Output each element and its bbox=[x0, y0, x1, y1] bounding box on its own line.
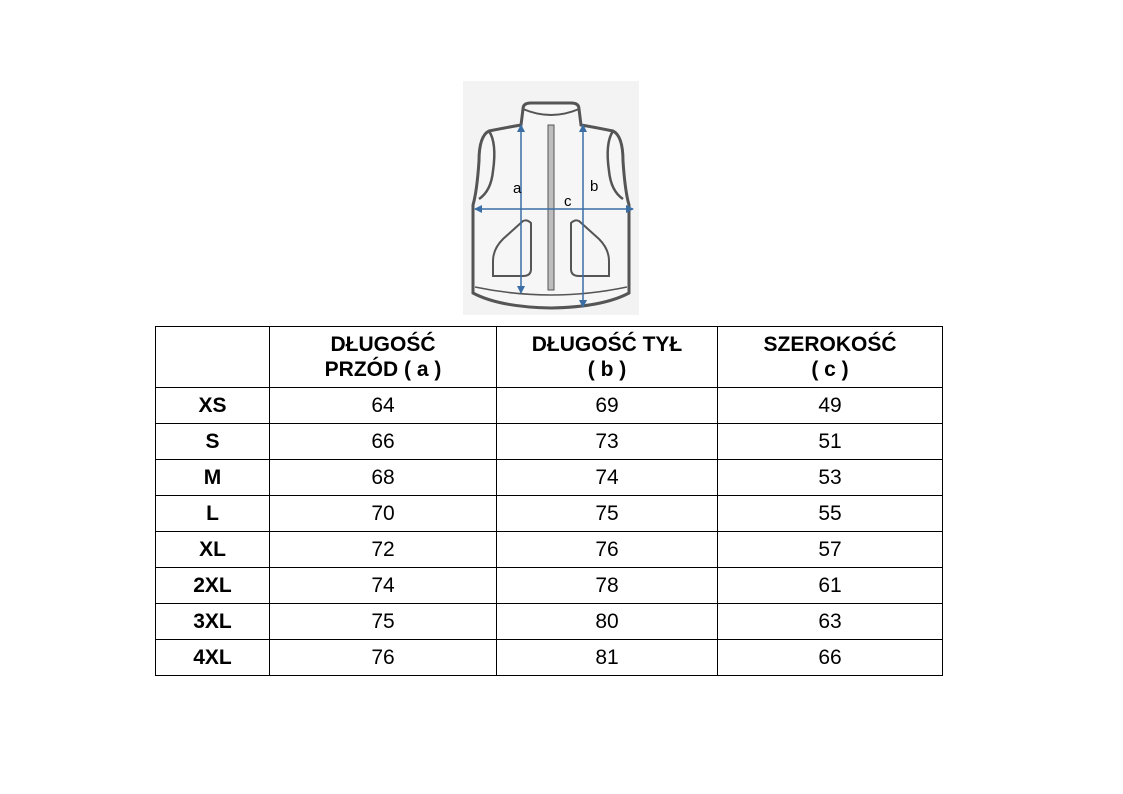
vest-illustration bbox=[463, 81, 639, 315]
back-length-value: 81 bbox=[497, 640, 718, 676]
table-header-row bbox=[156, 327, 943, 388]
back-length-value: 69 bbox=[497, 388, 718, 424]
size-chart-table bbox=[155, 326, 943, 676]
width-value: 66 bbox=[718, 640, 943, 676]
width-value: 61 bbox=[718, 568, 943, 604]
size-label: XL bbox=[156, 532, 270, 568]
width-value: 55 bbox=[718, 496, 943, 532]
front-length-value: 64 bbox=[270, 388, 497, 424]
back-length-value: 80 bbox=[497, 604, 718, 640]
header-back-length-line2: ( b ) bbox=[587, 358, 627, 381]
back-length-value: 78 bbox=[497, 568, 718, 604]
vest-zipper bbox=[548, 125, 554, 290]
front-length-value: 75 bbox=[270, 604, 497, 640]
width-value: 53 bbox=[718, 460, 943, 496]
header-width bbox=[718, 327, 943, 388]
front-length-value: 68 bbox=[270, 460, 497, 496]
measure-label-a: a bbox=[513, 180, 522, 197]
table-row bbox=[156, 640, 943, 676]
table-row bbox=[156, 496, 943, 532]
table-row bbox=[156, 424, 943, 460]
measure-label-b: b bbox=[590, 178, 599, 195]
width-value: 51 bbox=[718, 424, 943, 460]
header-front-length bbox=[270, 327, 497, 388]
back-length-value: 74 bbox=[497, 460, 718, 496]
table-row bbox=[156, 568, 943, 604]
vest-measurement-diagram bbox=[463, 81, 639, 315]
back-length-value: 76 bbox=[497, 532, 718, 568]
size-label: S bbox=[156, 424, 270, 460]
width-value: 57 bbox=[718, 532, 943, 568]
table-row bbox=[156, 532, 943, 568]
header-width-line2: ( c ) bbox=[811, 358, 849, 381]
back-length-value: 73 bbox=[497, 424, 718, 460]
table-row bbox=[156, 388, 943, 424]
front-length-value: 66 bbox=[270, 424, 497, 460]
header-front-length-line1: DŁUGOŚĆ bbox=[330, 333, 436, 356]
size-label: 3XL bbox=[156, 604, 270, 640]
front-length-value: 76 bbox=[270, 640, 497, 676]
measure-label-c: c bbox=[564, 193, 572, 210]
header-size bbox=[156, 327, 270, 388]
back-length-value: 75 bbox=[497, 496, 718, 532]
size-label: 2XL bbox=[156, 568, 270, 604]
size-label: 4XL bbox=[156, 640, 270, 676]
header-width-line1: SZEROKOŚĆ bbox=[763, 333, 897, 356]
width-value: 63 bbox=[718, 604, 943, 640]
size-label: XS bbox=[156, 388, 270, 424]
front-length-value: 72 bbox=[270, 532, 497, 568]
table-row bbox=[156, 604, 943, 640]
header-back-length-line1: DŁUGOŚĆ TYŁ bbox=[531, 333, 683, 356]
front-length-value: 70 bbox=[270, 496, 497, 532]
table-row bbox=[156, 460, 943, 496]
header-back-length bbox=[497, 327, 718, 388]
size-label: M bbox=[156, 460, 270, 496]
header-front-length-line2: PRZÓD ( a ) bbox=[324, 358, 442, 381]
front-length-value: 74 bbox=[270, 568, 497, 604]
width-value: 49 bbox=[718, 388, 943, 424]
size-label: L bbox=[156, 496, 270, 532]
